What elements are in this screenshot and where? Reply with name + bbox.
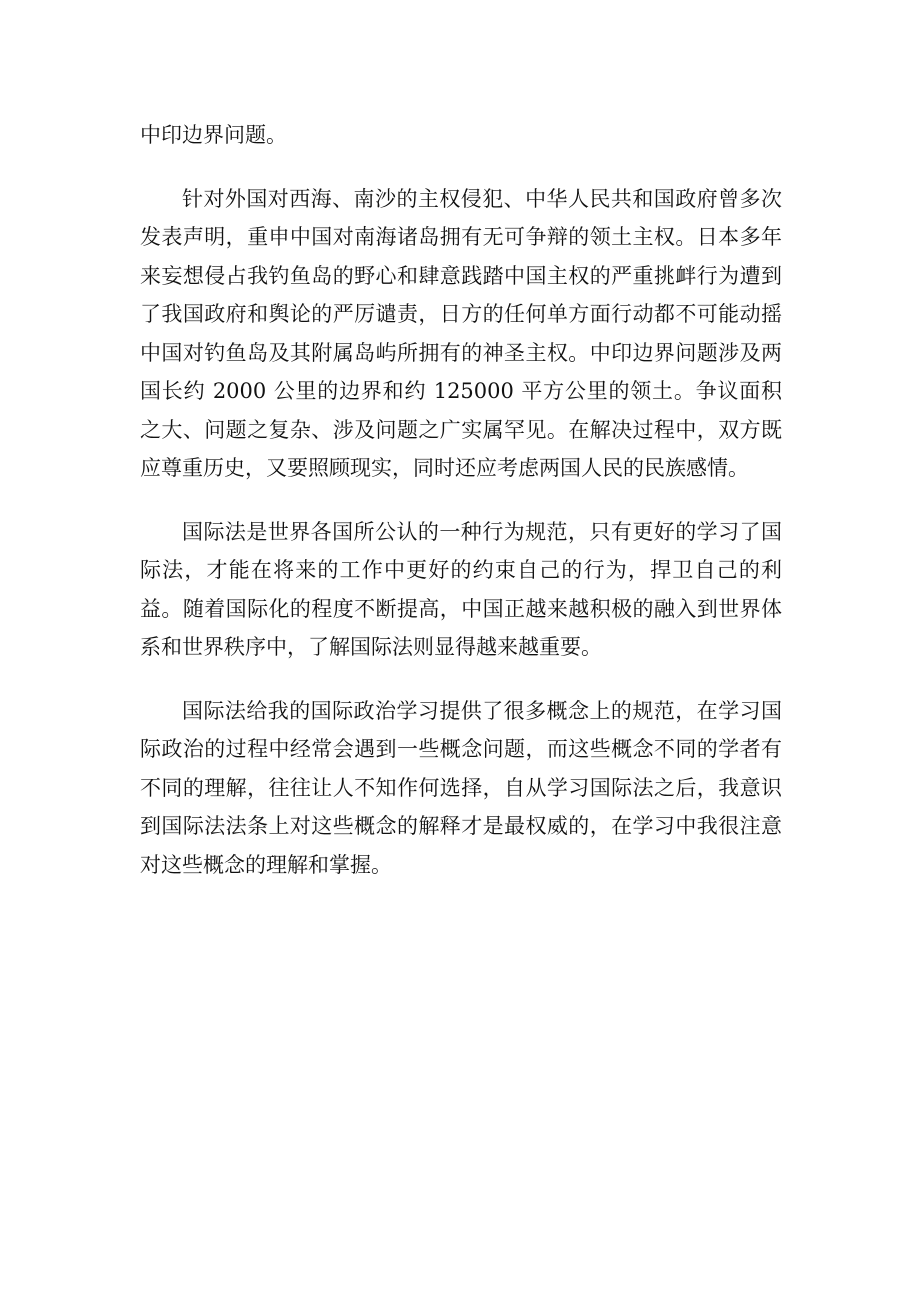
paragraph-sovereignty: 针对外国对西海、南沙的主权侵犯、中华人民共和国政府曾多次发表声明，重申中国对南海诸岛拥有无可争辩的领土主权。日本多年来妄想侵占我钓鱼岛的野心和肆意践踏中国主权的严重挑衅行为遭到了我国政府和舆论的严厉谴责，日方的任何单方面行动都不可能动摇中国对钓鱼岛及其附属岛屿所拥有的神圣主权。中印边界问题涉及两国长约 2000 公里的边界和约 125000 平方公里的领土。争议面积之大、问题之复杂、涉及问题之广实属罕见。在解决过程中，双方既应尊重历史，又要照顾现实，同时还应考虑两国人民的民族感情。: [140, 186, 782, 480]
paragraph-concepts: 国际法给我的国际政治学习提供了很多概念上的规范，在学习国际政治的过程中经常会遇到一些概念问题，而这些概念不同的学者有不同的理解，往往让人不知作何选择，自从学习国际法之后，我意识到国际法法条上对这些概念的解释才是最权威的，在学习中我很注意对这些概念的理解和掌握。: [140, 698, 782, 877]
paragraph-continuation: 中印边界问题。: [140, 123, 287, 147]
paragraph-international-law-norms: 国际法是世界各国所公认的一种行为规范，只有更好的学习了国际法，才能在将来的工作中更好的约束自己的行为，捍卫自己的利益。随着国际化的程度不断提高，中国正越来越积极的融入到世界体系和世界秩序中，了解国际法则显得越来越重要。: [140, 519, 782, 659]
